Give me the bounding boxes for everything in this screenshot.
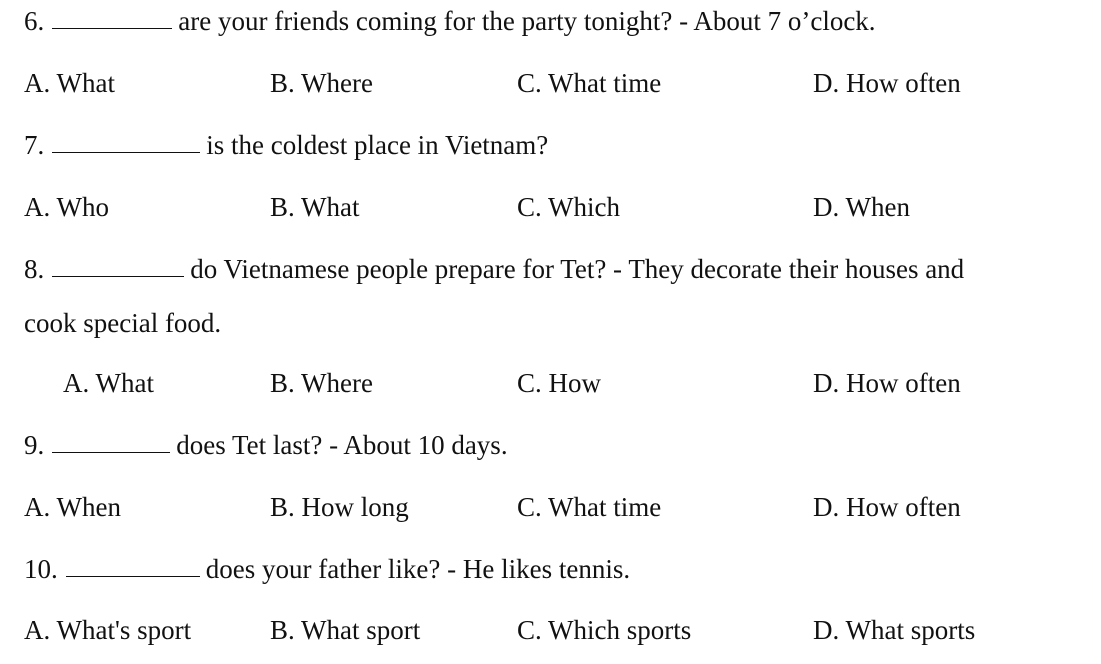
question-8-stem-continued bbox=[24, 310, 221, 337]
option-c[interactable]: C. How bbox=[517, 368, 602, 398]
option-d[interactable]: D. How often bbox=[813, 492, 961, 522]
question-9-options bbox=[0, 494, 1101, 524]
option-d[interactable]: D. What sports bbox=[813, 615, 976, 645]
option-c[interactable]: C. What time bbox=[517, 68, 662, 98]
question-text: are your friends coming for the party tonight? - About 7 o’clock. bbox=[178, 6, 876, 36]
question-text-continued: cook special food. bbox=[24, 308, 222, 338]
question-7-options bbox=[0, 194, 1101, 224]
question-text: does your father like? - He likes tennis. bbox=[205, 554, 631, 584]
option-a[interactable]: A. Who bbox=[24, 192, 109, 222]
option-d[interactable]: D. How often bbox=[813, 368, 961, 398]
question-9-stem bbox=[24, 432, 508, 459]
question-number: 8. bbox=[24, 254, 45, 284]
option-d[interactable]: D. When bbox=[813, 192, 910, 222]
answer-blank bbox=[52, 276, 184, 277]
option-a[interactable]: A. When bbox=[24, 492, 121, 522]
option-a[interactable]: A. What bbox=[63, 368, 154, 398]
answer-blank bbox=[52, 152, 200, 153]
option-b[interactable]: B. How long bbox=[270, 492, 409, 522]
option-d[interactable]: D. How often bbox=[813, 68, 961, 98]
option-a[interactable]: A. What bbox=[24, 68, 115, 98]
option-b[interactable]: B. Where bbox=[270, 368, 373, 398]
question-number: 7. bbox=[24, 130, 45, 160]
option-c[interactable]: C. Which bbox=[517, 192, 620, 222]
question-8-options bbox=[0, 370, 1101, 400]
answer-blank bbox=[66, 576, 200, 577]
option-c[interactable]: C. What time bbox=[517, 492, 662, 522]
question-number: 9. bbox=[24, 430, 45, 460]
option-b[interactable]: B. What sport bbox=[270, 615, 421, 645]
question-7-stem bbox=[24, 132, 548, 159]
question-text: does Tet last? - About 10 days. bbox=[176, 430, 508, 460]
question-10-options bbox=[0, 617, 1101, 647]
answer-blank bbox=[52, 28, 172, 29]
answer-blank bbox=[52, 452, 170, 453]
question-6-options bbox=[0, 70, 1101, 100]
question-text: is the coldest place in Vietnam? bbox=[206, 130, 549, 160]
question-6-stem bbox=[24, 8, 876, 35]
option-a[interactable]: A. What's sport bbox=[24, 615, 192, 645]
question-number: 10. bbox=[24, 554, 58, 584]
question-8-stem bbox=[24, 256, 964, 283]
question-10-stem bbox=[24, 556, 630, 583]
question-text: do Vietnamese people prepare for Tet? - They decorate their houses and bbox=[190, 254, 965, 284]
option-b[interactable]: B. What bbox=[270, 192, 360, 222]
option-c[interactable]: C. Which sports bbox=[517, 615, 692, 645]
option-b[interactable]: B. Where bbox=[270, 68, 373, 98]
question-number: 6. bbox=[24, 6, 45, 36]
